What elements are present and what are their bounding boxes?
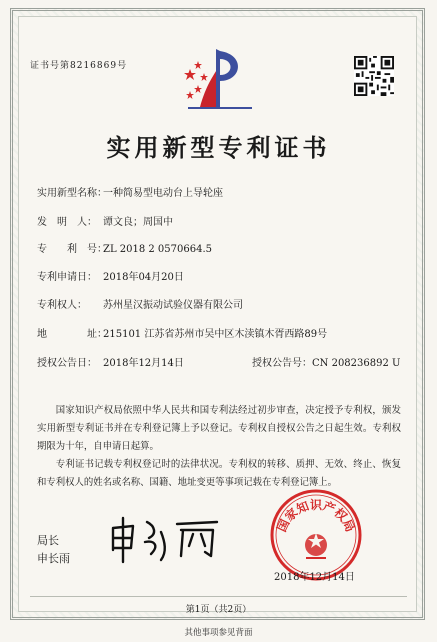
field-label: 授权公告号： (252, 358, 312, 369)
handwritten-signature (105, 512, 225, 567)
field-inventors (37, 213, 173, 228)
field-grant-number (252, 354, 400, 369)
signatory-role: 局长 (37, 534, 59, 547)
field-patent-number (37, 240, 212, 255)
field-label: 授权公告日： (37, 358, 97, 369)
seal-date: 2018年12月14日 (274, 572, 355, 583)
field-value: 2018年04月20日 (103, 272, 184, 283)
certificate-body (37, 402, 401, 492)
field-label: 实用新型名称： (37, 188, 107, 199)
field-label: 发 明 人： (37, 217, 97, 228)
patent-office-emblem-icon (176, 45, 256, 115)
field-value: 一种简易型电动台上导轮座 (103, 188, 223, 199)
body-paragraph: 国家知识产权局依照中华人民共和国专利法经过初步审查，决定授予专利权，颁发实用新型专利证书并在专利登记簿上予以登记。专利权自授权公告之日起生效。专利权期限为十年，自申请日起算。 (37, 405, 401, 452)
field-value: 2018年12月14日 (103, 358, 184, 369)
field-label: 专利申请日： (37, 272, 97, 283)
qr-code-icon (354, 56, 394, 96)
footer-note: 其他事项参见背面 (184, 628, 253, 638)
field-value: 215101 江苏省苏州市吴中区木渎镇木胥西路89号 (103, 329, 328, 340)
field-invention-name (37, 184, 223, 199)
signatory-name: 申长雨 (37, 552, 70, 565)
field-label: 专利权人： (37, 300, 87, 311)
field-filing-date (37, 268, 184, 283)
seal-text: 国家知识产权局 (274, 498, 358, 535)
body-paragraph: 专利证书记载专利权登记时的法律状况。专利权的转移、质押、无效、终止、恢复和专利权人的姓名或名称、国籍、地址变更等事项记载在专利登记簿上。 (37, 459, 401, 488)
certificate-number: 证书号第8216869号 (30, 61, 128, 71)
field-address (37, 325, 327, 340)
field-value: ZL 2018 2 0570664.5 (103, 244, 213, 255)
field-value: 苏州星汉振动试验仪器有限公司 (103, 300, 243, 311)
page-indicator: 第1页（共2页） (185, 605, 252, 615)
field-patentee (37, 296, 243, 311)
divider (30, 596, 407, 597)
certificate-title: 实用新型专利证书 (106, 133, 331, 162)
field-label: 专 利 号： (37, 244, 107, 255)
field-value: CN 208236892 U (312, 358, 401, 369)
field-grant-info (37, 354, 401, 369)
field-value: 谭文良；周国中 (103, 217, 173, 228)
field-label: 地 址： (37, 329, 107, 340)
